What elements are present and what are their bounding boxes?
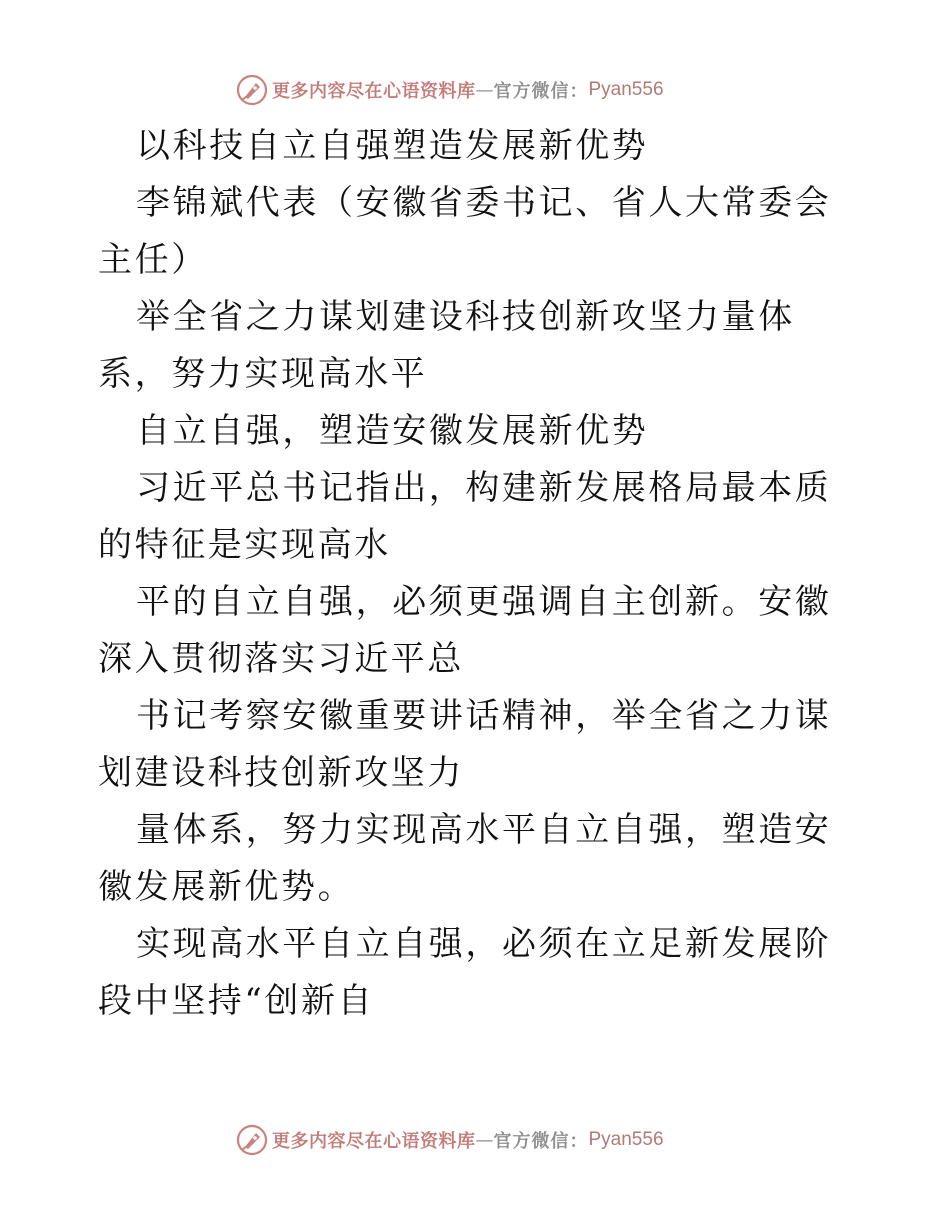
watermark-dash: — xyxy=(475,1129,494,1151)
paragraph: 自立自强，塑造安徽发展新优势 xyxy=(136,411,649,451)
watermark-wechat-id: Pyan556 xyxy=(588,79,664,100)
paragraph: 实现高水平自立自强，必须在立足新发展阶段中坚持“创新自 xyxy=(98,924,832,1021)
watermark-main-text: 更多内容尽在心语资料库 xyxy=(272,81,476,102)
header-watermark xyxy=(236,72,664,108)
watermark-wechat-label: 官方微信： xyxy=(493,1131,589,1152)
watermark-main-text: 更多内容尽在心语资料库 xyxy=(272,1131,476,1152)
paragraph: 书记考察安徽重要讲话精神，举全省之力谋划建设科技创新攻坚力 xyxy=(98,696,832,793)
footer-watermark xyxy=(236,1122,664,1158)
pen-nib-logo-icon xyxy=(236,1124,268,1156)
paragraph: 量体系，努力实现高水平自立自强，塑造安徽发展新优势。 xyxy=(98,810,832,907)
paragraph: 平的自立自强，必须更强调自主创新。安徽深入贯彻落实习近平总 xyxy=(98,582,832,679)
watermark-dash: — xyxy=(475,79,494,101)
watermark-wechat-label: 官方微信： xyxy=(493,81,589,102)
document-body xyxy=(0,118,950,1030)
paragraph-author: 李锦斌代表（安徽省委书记、省人大常委会主任） xyxy=(98,183,832,280)
paragraph: 举全省之力谋划建设科技创新攻坚力量体系，努力实现高水平 xyxy=(98,297,795,394)
pen-nib-logo-icon xyxy=(236,74,268,106)
watermark-wechat-id: Pyan556 xyxy=(588,1129,664,1150)
paragraph: 习近平总书记指出，构建新发展格局最本质的特征是实现高水 xyxy=(98,468,832,565)
paragraph-title: 以科技自立自强塑造发展新优势 xyxy=(136,126,649,166)
